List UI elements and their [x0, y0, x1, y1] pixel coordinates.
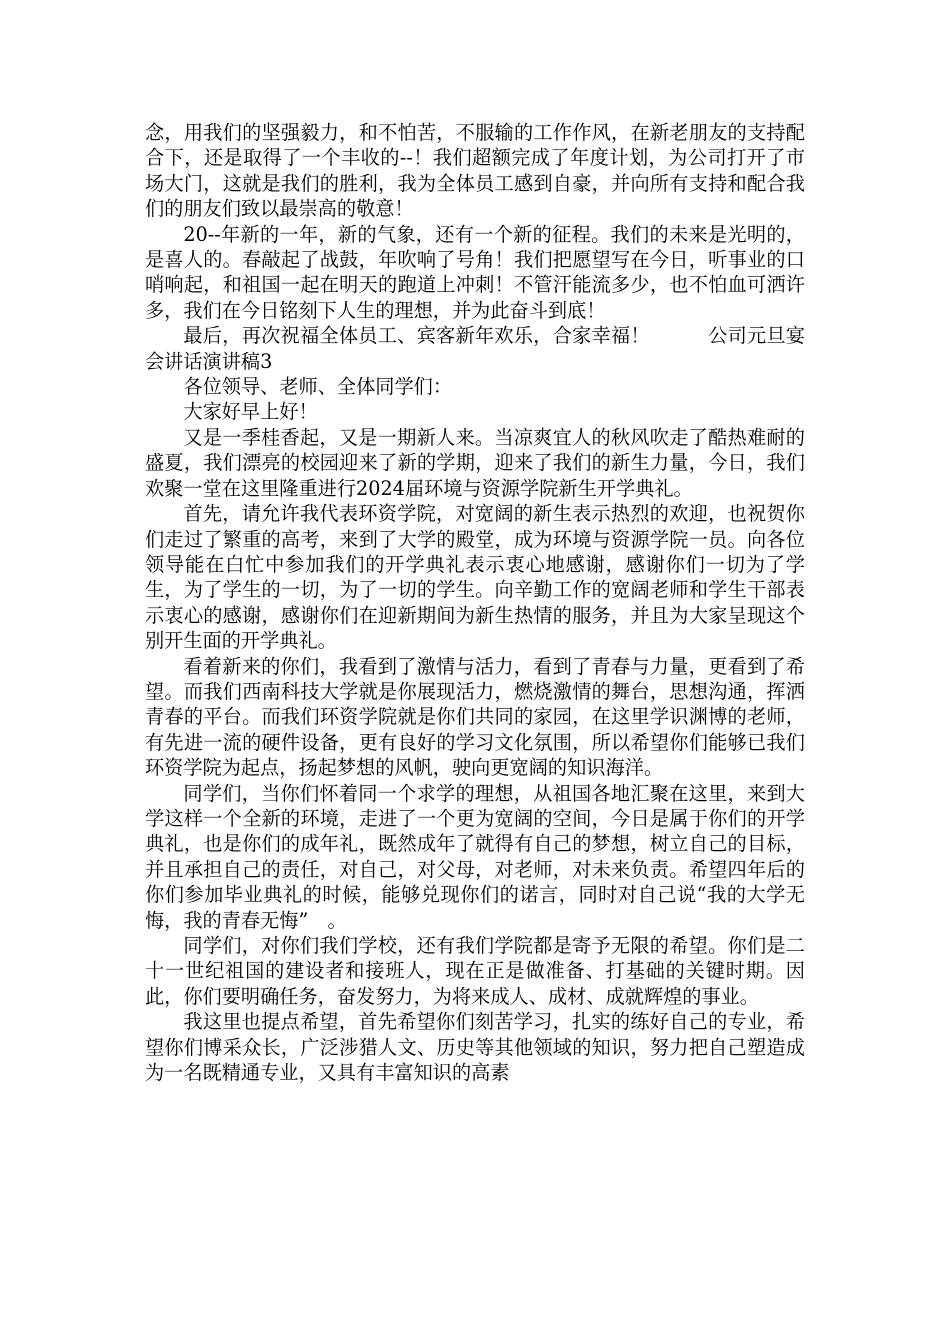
paragraph-1: 念，用我们的坚强毅力，和不怕苦，不服输的工作作风，在新老朋友的支持配合下，还是取得了一个丰收的--！我们超额完成了年度计划，为公司打开了市场大门，这就是我们的胜利，我为全体员工感到自豪，并向所有支持和配合我们的朋友们致以最崇高的敬意！ — [145, 121, 805, 221]
document-body — [145, 120, 805, 1085]
paragraph-2: 20--年新的一年，新的气象，还有一个新的征程。我们的未来是光明的，是喜人的。春敲起了战鼓，年吹响了号角！我们把愿望写在今日，听事业的口哨响起，和祖国一起在明天的跑道上冲刺！不管汗能流多少，也不怕血可洒许多，我们在今日铭刻下人生的理想，并为此奋斗到底！ — [145, 222, 805, 322]
paragraph-3: 最后，再次祝福全体员工、宾客新年欢乐，合家幸福！ 公司元旦宴会讲话演讲稿3 — [145, 324, 805, 373]
greeting: 大家好早上好！ — [183, 400, 318, 424]
paragraph-11: 我这里也提点希望，首先希望你们刻苦学习，扎实的练好自己的专业，希望你们博采众长，广泛涉猎人文、历史等其他领域的知识，努力把自己塑造成为一名既精通专业，又具有丰富知识的高素 — [145, 1010, 805, 1085]
paragraph-9: 同学们，当你们怀着同一个求学的理想，从祖国各地汇聚在这里，来到大学这样一个全新的环境，走进了一个更为宽阔的空间，今日是属于你们的开学典礼，也是你们的成年礼，既然成年了就得有自己的梦想，树立自己的目标，并且承担自己的责任，对自己，对父母，对老师，对未来负责。希望四年后的你们参加毕业典礼的时候，能够兑现你们的诺言，同时对自己说“我的大学无悔，我的青春无悔” 。 — [145, 781, 805, 932]
salutation: 各位领导、老师、全体同学们： — [183, 375, 453, 399]
paragraph-7: 首先，请允许我代表环资学院，对宽阔的新生表示热烈的欢迎，也祝贺你们走过了繁重的高考，来到了大学的殿堂，成为环境与资源学院一员。向各位领导能在白忙中参加我们的开学典礼表示衷心地感谢，感谢你们一切为了学生，为了学生的一切，为了一切的学生。向辛勤工作的宽阔老师和学生干部表示衷心的感谢，感谢你们在迎新期间为新生热情的服务，并且为大家呈现这个别开生面的开学典礼。 — [145, 502, 805, 653]
paragraph-6: 又是一季桂香起，又是一期新人来。当凉爽宜人的秋风吹走了酷热难耐的盛夏，我们漂亮的校园迎来了新的学期，迎来了我们的新生力量，今日，我们欢聚一堂在这里隆重进行2024届环境与资源学院新生开学典礼。 — [145, 425, 805, 500]
paragraph-8: 看着新来的你们，我看到了激情与活力，看到了青春与力量，更看到了希望。而我们西南科技大学就是你展现活力，燃烧激情的舞台，思想沟通，挥洒青春的平台。而我们环资学院就是你们共同的家园，在这里学识渊博的老师，有先进一流的硬件设备，更有良好的学习文化氛围，所以希望你们能够已我们环资学院为起点，扬起梦想的风帆，驶向更宽阔的知识海洋。 — [145, 654, 805, 780]
paragraph-10: 同学们，对你们我们学校，还有我们学院都是寄予无限的希望。你们是二十一世纪祖国的建设者和接班人，现在正是做准备、打基础的关键时期。因此，你们要明确任务，奋发努力，为将来成人、成材、成就辉煌的事业。 — [145, 934, 805, 1008]
